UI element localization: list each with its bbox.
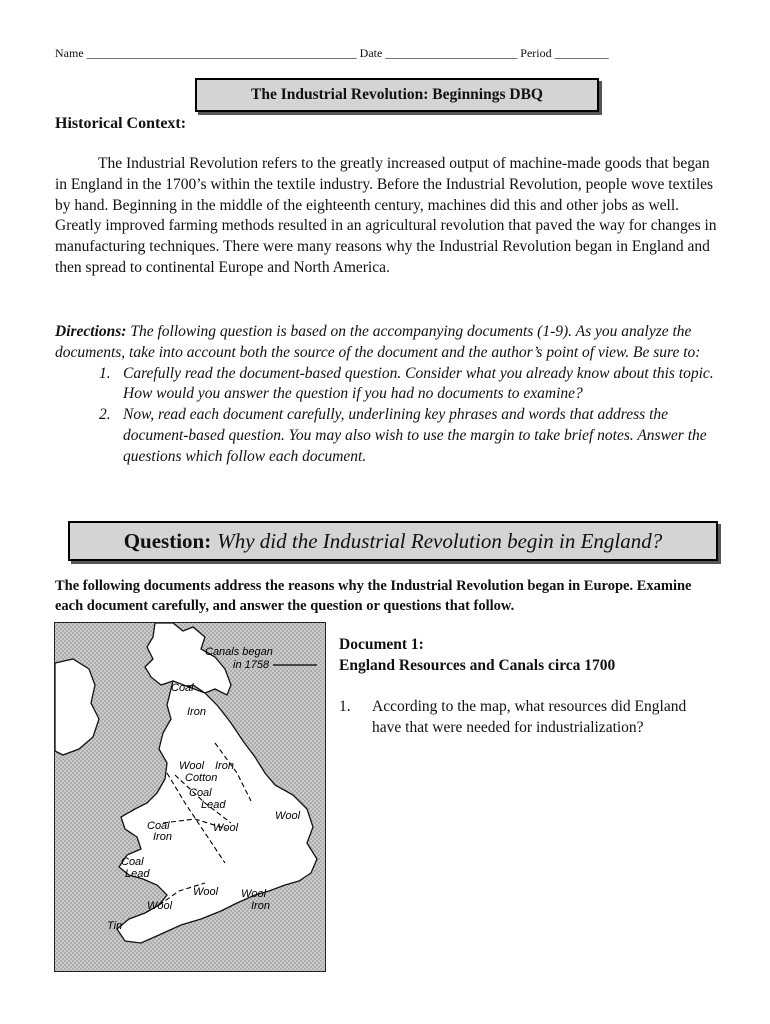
document-title: The Industrial Revolution: Beginnings DBQ <box>251 86 543 103</box>
document-1-question <box>339 697 719 738</box>
map-label-canals-year: in 1758 <box>233 659 270 671</box>
document-1-heading <box>339 634 615 676</box>
directions-item-text: Carefully read the document-based question. Consider what you already know about this topic. How would you answer the question if you had no documents to examine? <box>123 364 714 403</box>
header-fields-line: Name _____________________________________________ Date ______________________ Period _________ <box>55 46 609 60</box>
map-label-iron: Iron <box>215 760 234 772</box>
map-label-wool: Wool <box>275 810 301 822</box>
question-prompt: According to the map, what resources did England have that were needed for industrialization? <box>372 698 687 736</box>
directions-text: The following question is based on the accompanying documents (1-9). As you analyze the documents, take into account both the source of the document and the author’s point of view. Be sure to: <box>55 323 701 361</box>
directions-intro <box>55 322 723 364</box>
map-label-coal: Coal <box>189 787 212 799</box>
question-text: Why did the Industrial Revolution begin in England? <box>217 528 663 553</box>
document-title-box <box>195 78 599 112</box>
map-label-coal: Coal <box>121 856 144 868</box>
historical-context-text: The Industrial Revolution refers to the greatly increased output of machine-made goods that began in England in the 1700’s within the textile industry. Before the Industrial Revolution, people wove textiles by hand. Beginning in the middle of the eighteenth century, machines did this and other jobs as well. Greatly improved farming methods resulted in an agricultural revolution that paved the way for changes in manufacturing techniques. There were many reasons why the Industrial Revolution began in England and then spread to continental Europe and North America. <box>55 155 717 276</box>
map-label-canals: Canals began <box>205 646 273 658</box>
directions-block <box>55 322 723 468</box>
map-label-tin: Tin <box>107 920 123 932</box>
directions-item-2 <box>55 405 723 467</box>
directions-item-1 <box>55 364 723 406</box>
map-label-wool: Wool <box>193 886 219 898</box>
england-resources-map <box>54 622 326 972</box>
directions-item-text: Now, read each document carefully, underlining key phrases and words that address the document-based question. You may also wish to use the margin to take brief notes. Answer the questions which follow each document. <box>123 406 707 465</box>
document-1-number: Document 1: <box>339 636 424 653</box>
directions-label: Directions: <box>55 323 127 340</box>
map-label-iron: Iron <box>187 706 206 718</box>
map-label-coal: Coal <box>171 682 194 694</box>
map-svg <box>55 623 325 971</box>
document-1-title: England Resources and Canals circa 1700 <box>339 657 616 674</box>
map-label-coal: Coal <box>147 820 170 832</box>
documents-intro: The following documents address the reasons why the Industrial Revolution began in Europe. Examine each document carefully, and answer the question or questions that follow. <box>55 578 692 614</box>
map-label-iron: Iron <box>153 831 172 843</box>
map-label-iron: Iron <box>251 900 270 912</box>
map-label-wool: Wool <box>147 900 173 912</box>
question-label: Question: <box>123 528 212 553</box>
historical-context-paragraph <box>55 154 720 279</box>
question-number: 1. <box>339 698 351 715</box>
map-label-wool: Wool <box>241 888 267 900</box>
map-label-cotton: Cotton <box>185 772 218 784</box>
historical-context-heading: Historical Context: <box>55 115 187 132</box>
map-label-lead: Lead <box>201 799 226 811</box>
question-box <box>68 521 718 561</box>
map-label-lead: Lead <box>125 868 150 880</box>
map-label-wool: Wool <box>213 822 239 834</box>
directions-item-number: 1. <box>99 364 111 382</box>
directions-item-number: 2. <box>99 406 111 424</box>
map-label-wool: Wool <box>179 760 205 772</box>
